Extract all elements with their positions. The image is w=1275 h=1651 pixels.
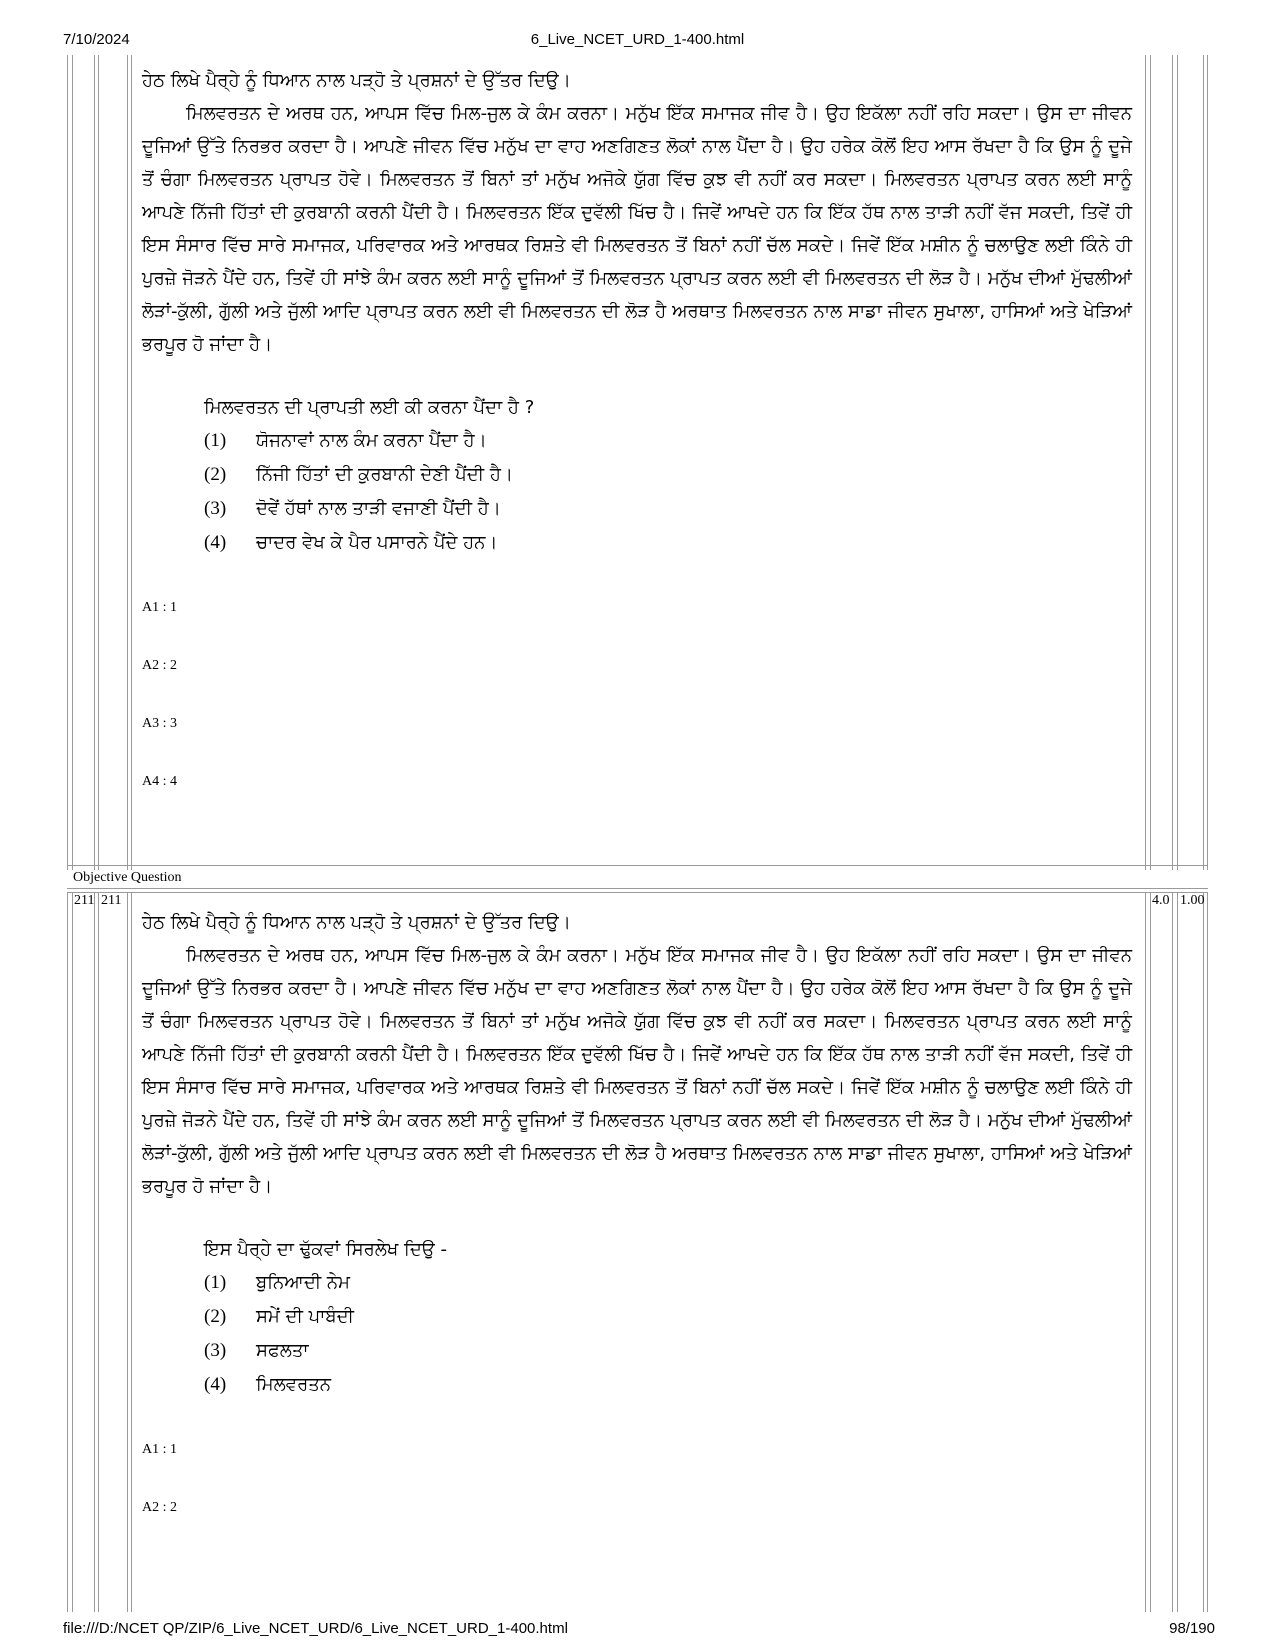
option-3: (3) ਦੋਵੇਂ ਹੱਥਾਂ ਨਾਲ ਤਾੜੀ ਵਜਾਣੀ ਪੈਂਦੀ ਹੈ। xyxy=(204,498,501,519)
option-2: (2) ਨਿੱਜੀ ਹਿੱਤਾਂ ਦੀ ਕੁਰਬਾਨੀ ਦੇਣੀ ਪੈਂਦੀ ਹੈ। xyxy=(204,464,514,485)
table-border xyxy=(94,55,95,870)
option-1: (1) ਬੁਨਿਆਦੀ ਨੇਮ xyxy=(204,1272,351,1293)
table-border xyxy=(67,892,1208,893)
table-border xyxy=(72,892,73,1612)
answer-key: A1 : 1 xyxy=(142,600,177,615)
table-border xyxy=(67,888,1208,889)
table-border xyxy=(1207,55,1208,870)
table-border xyxy=(1150,892,1151,1612)
table-border xyxy=(1177,892,1178,1612)
table-border xyxy=(1203,892,1204,1612)
print-title: 6_Live_NCET_URD_1-400.html xyxy=(530,31,745,48)
page-number: 98/190 xyxy=(1169,1620,1215,1637)
option-3: (3) ਸਫਲਤਾ xyxy=(204,1340,309,1361)
answer-keys xyxy=(142,600,1132,832)
table-border xyxy=(131,892,132,1612)
table-border xyxy=(131,55,132,870)
table-border xyxy=(67,55,68,870)
question-stem: ਮਿਲਵਰਤਨ ਦੀ ਪ੍ਰਾਪਤੀ ਲਈ ਕੀ ਕਰਨਾ ਪੈਂਦਾ ਹੈ ? xyxy=(204,397,535,418)
question-stem: ਇਸ ਪੈਰ੍ਹੇ ਦਾ ਢੁੱਕਵਾਂ ਸਿਰਲੇਖ ਦਿਉ - xyxy=(204,1239,447,1260)
comprehension-passage: ਮਿਲਵਰਤਨ ਦੇ ਅਰਥ ਹਨ, ਆਪਸ ਵਿੱਚ ਮਿਲ-ਜੁਲ ਕੇ ਕੰਮ ਕਰਨਾ। ਮਨੁੱਖ ਇੱਕ ਸਮਾਜਕ ਜੀਵ ਹੈ। ਉਹ ਇਕੱਲਾ ਨਹੀਂ ਰਹਿ ਸਕਦਾ। ਉਸ ਦਾ ਜੀਵਨ ਦੂਜਿਆਂ ਉੱਤੇ ਨਿਰਭਰ ਕਰਦਾ ਹੈ। ਆਪਣੇ ਜੀਵਨ ਵਿੱਚ ਮਨੁੱਖ ਦਾ ਵਾਹ ਅਣਗਿਣਤ ਲੋਕਾਂ ਨਾਲ ਪੈਂਦਾ ਹੈ। ਉਹ ਹਰੇਕ ਕੋਲੋਂ ਇਹ ਆਸ ਰੱਖਦਾ ਹੈ ਕਿ ਉਸ ਨੂੰ ਦੂਜੇ ਤੋਂ ਚੰਗਾ ਮਿਲਵਰਤਨ ਪ੍ਰਾਪਤ ਹੋਵੇ। ਮਿਲਵਰਤਨ ਤੋਂ ਬਿਨਾਂ ਤਾਂ ਮਨੁੱਖ ਅਜੋਕੇ ਯੁੱਗ ਵਿੱਚ ਕੁਝ ਵੀ ਨਹੀਂ ਕਰ ਸਕਦਾ। ਮਿਲਵਰਤਨ ਪ੍ਰਾਪਤ ਕਰਨ ਲਈ ਸਾਨੂੰ ਆਪਣੇ ਨਿੱਜੀ ਹਿੱਤਾਂ ਦੀ ਕੁਰਬਾਨੀ ਕਰਨੀ ਪੈਂਦੀ ਹੈ। ਮਿਲਵਰਤਨ ਇੱਕ ਦੁਵੱਲੀ ਖਿੱਚ ਹੈ। ਜਿਵੇਂ ਆਖਦੇ ਹਨ ਕਿ ਇੱਕ ਹੱਥ ਨਾਲ ਤਾੜੀ ਨਹੀਂ ਵੱਜ ਸਕਦੀ, ਤਿਵੇਂ ਹੀ ਇਸ ਸੰਸਾਰ ਵਿੱਚ ਸਾਰੇ ਸਮਾਜਕ, ਪਰਿਵਾਰਕ ਅਤੇ ਆਰਥਕ ਰਿਸ਼ਤੇ ਵੀ ਮਿਲਵਰਤਨ ਤੋਂ ਬਿਨਾਂ ਨਹੀਂ ਚੱਲ ਸਕਦੇ। ਜਿਵੇਂ ਇੱਕ ਮਸ਼ੀਨ ਨੂੰ ਚਲਾਉਣ ਲਈ ਕਿੰਨੇ ਹੀ ਪੁਰਜ਼ੇ ਜੋੜਨੇ ਪੈਂਦੇ ਹਨ, ਤਿਵੇਂ ਹੀ ਸਾਂਝੇ ਕੰਮ ਕਰਨ ਲਈ ਸਾਨੂੰ ਦੂਜਿਆਂ ਤੋਂ ਮਿਲਵਰਤਨ ਪ੍ਰਾਪਤ ਕਰਨ ਲਈ ਵੀ ਮਿਲਵਰਤਨ ਦੀ ਲੋੜ ਹੈ। ਮਨੁੱਖ ਦੀਆਂ ਮੁੱਢਲੀਆਂ ਲੋੜਾਂ-ਕੁੱਲੀ, ਗੁੱਲੀ ਅਤੇ ਜੁੱਲੀ ਆਦਿ ਪ੍ਰਾਪਤ ਕਰਨ ਲਈ ਵੀ ਮਿਲਵਰਤਨ ਦੀ ਲੋੜ ਹੈ ਅਰਥਾਤ ਮਿਲਵਰਤਨ ਨਾਲ ਸਾਡਾ ਜੀਵਨ ਸੁਖਾਲਾ, ਹਾਸਿਆਂ ਅਤੇ ਖੇੜਿਆਂ ਭਰਪੂਰ ਹੋ ਜਾਂਦਾ ਹੈ। xyxy=(142,945,1132,1197)
options-list xyxy=(204,424,1132,560)
option-4: (4) ਮਿਲਵਰਤਨ xyxy=(204,1374,332,1395)
option-1: (1) ਯੋਜਨਾਵਾਂ ਨਾਲ ਕੰਮ ਕਰਨਾ ਪੈਂਦਾ ਹੈ। xyxy=(204,430,487,451)
table-border xyxy=(1207,892,1208,1612)
table-border xyxy=(94,892,95,1612)
answer-key: A1 : 1 xyxy=(142,1442,177,1457)
table-border xyxy=(127,892,128,1612)
answer-key: A2 : 2 xyxy=(142,1500,177,1515)
answer-key: A2 : 2 xyxy=(142,658,177,673)
table-border xyxy=(127,55,128,870)
option-4: (4) ਚਾਦਰ ਵੇਖ ਕੇ ਪੈਰ ਪਸਾਰਨੇ ਪੈਂਦੇ ਹਨ। xyxy=(204,532,498,553)
table-border xyxy=(1177,55,1178,870)
question-id: 211 xyxy=(101,893,122,908)
comprehension-passage: ਮਿਲਵਰਤਨ ਦੇ ਅਰਥ ਹਨ, ਆਪਸ ਵਿੱਚ ਮਿਲ-ਜੁਲ ਕੇ ਕੰਮ ਕਰਨਾ। ਮਨੁੱਖ ਇੱਕ ਸਮਾਜਕ ਜੀਵ ਹੈ। ਉਹ ਇਕੱਲਾ ਨਹੀਂ ਰਹਿ ਸਕਦਾ। ਉਸ ਦਾ ਜੀਵਨ ਦੂਜਿਆਂ ਉੱਤੇ ਨਿਰਭਰ ਕਰਦਾ ਹੈ। ਆਪਣੇ ਜੀਵਨ ਵਿੱਚ ਮਨੁੱਖ ਦਾ ਵਾਹ ਅਣਗਿਣਤ ਲੋਕਾਂ ਨਾਲ ਪੈਂਦਾ ਹੈ। ਉਹ ਹਰੇਕ ਕੋਲੋਂ ਇਹ ਆਸ ਰੱਖਦਾ ਹੈ ਕਿ ਉਸ ਨੂੰ ਦੂਜੇ ਤੋਂ ਚੰਗਾ ਮਿਲਵਰਤਨ ਪ੍ਰਾਪਤ ਹੋਵੇ। ਮਿਲਵਰਤਨ ਤੋਂ ਬਿਨਾਂ ਤਾਂ ਮਨੁੱਖ ਅਜੋਕੇ ਯੁੱਗ ਵਿੱਚ ਕੁਝ ਵੀ ਨਹੀਂ ਕਰ ਸਕਦਾ। ਮਿਲਵਰਤਨ ਪ੍ਰਾਪਤ ਕਰਨ ਲਈ ਸਾਨੂੰ ਆਪਣੇ ਨਿੱਜੀ ਹਿੱਤਾਂ ਦੀ ਕੁਰਬਾਨੀ ਕਰਨੀ ਪੈਂਦੀ ਹੈ। ਮਿਲਵਰਤਨ ਇੱਕ ਦੁਵੱਲੀ ਖਿੱਚ ਹੈ। ਜਿਵੇਂ ਆਖਦੇ ਹਨ ਕਿ ਇੱਕ ਹੱਥ ਨਾਲ ਤਾੜੀ ਨਹੀਂ ਵੱਜ ਸਕਦੀ, ਤਿਵੇਂ ਹੀ ਇਸ ਸੰਸਾਰ ਵਿੱਚ ਸਾਰੇ ਸਮਾਜਕ, ਪਰਿਵਾਰਕ ਅਤੇ ਆਰਥਕ ਰਿਸ਼ਤੇ ਵੀ ਮਿਲਵਰਤਨ ਤੋਂ ਬਿਨਾਂ ਨਹੀਂ ਚੱਲ ਸਕਦੇ। ਜਿਵੇਂ ਇੱਕ ਮਸ਼ੀਨ ਨੂੰ ਚਲਾਉਣ ਲਈ ਕਿੰਨੇ ਹੀ ਪੁਰਜ਼ੇ ਜੋੜਨੇ ਪੈਂਦੇ ਹਨ, ਤਿਵੇਂ ਹੀ ਸਾਂਝੇ ਕੰਮ ਕਰਨ ਲਈ ਸਾਨੂੰ ਦੂਜਿਆਂ ਤੋਂ ਮਿਲਵਰਤਨ ਪ੍ਰਾਪਤ ਕਰਨ ਲਈ ਵੀ ਮਿਲਵਰਤਨ ਦੀ ਲੋੜ ਹੈ। ਮਨੁੱਖ ਦੀਆਂ ਮੁੱਢਲੀਆਂ ਲੋੜਾਂ-ਕੁੱਲੀ, ਗੁੱਲੀ ਅਤੇ ਜੁੱਲੀ ਆਦਿ ਪ੍ਰਾਪਤ ਕਰਨ ਲਈ ਵੀ ਮਿਲਵਰਤਨ ਦੀ ਲੋੜ ਹੈ ਅਰਥਾਤ ਮਿਲਵਰਤਨ ਨਾਲ ਸਾਡਾ ਜੀਵਨ ਸੁਖਾਲਾ, ਹਾਸਿਆਂ ਅਤੇ ਖੇੜਿਆਂ ਭਰਪੂਰ ਹੋ ਜਾਂਦਾ ਹੈ। xyxy=(142,103,1132,355)
table-border xyxy=(72,55,73,870)
table-border xyxy=(1172,55,1173,870)
question-instruction: ਹੇਠ ਲਿਖੇ ਪੈਰ੍ਹੇ ਨੂੰ ਧਿਆਨ ਨਾਲ ਪੜ੍ਹੋ ਤੇ ਪ੍ਰਸ਼ਨਾਂ ਦੇ ਉੱਤਰ ਦਿਉ। xyxy=(142,912,571,933)
option-2: (2) ਸਮੇਂ ਦੀ ਪਾਬੰਦੀ xyxy=(204,1306,354,1327)
question-number: 211 xyxy=(74,893,95,908)
table-border xyxy=(1150,55,1151,870)
answer-key: A4 : 4 xyxy=(142,774,177,789)
print-date: 7/10/2024 xyxy=(63,31,130,48)
section-label: Objective Question xyxy=(73,870,182,885)
answer-keys xyxy=(142,1442,1132,1558)
table-border xyxy=(67,865,1208,866)
table-border xyxy=(67,892,68,1612)
negative-marks: 1.00 xyxy=(1180,893,1205,908)
question-marks: 4.0 xyxy=(1152,893,1170,908)
file-url: file:///D:/NCET QP/ZIP/6_Live_NCET_URD/6_Live_NCET_URD_1-400.html xyxy=(63,1620,568,1637)
question-block-1 xyxy=(142,70,1132,832)
answer-key: A3 : 3 xyxy=(142,716,177,731)
table-border xyxy=(1203,55,1204,870)
table-border xyxy=(98,55,99,870)
question-block-2 xyxy=(142,912,1132,1558)
table-border xyxy=(1145,55,1146,870)
table-border xyxy=(1172,892,1173,1612)
question-instruction: ਹੇਠ ਲਿਖੇ ਪੈਰ੍ਹੇ ਨੂੰ ਧਿਆਨ ਨਾਲ ਪੜ੍ਹੋ ਤੇ ਪ੍ਰਸ਼ਨਾਂ ਦੇ ਉੱਤਰ ਦਿਉ। xyxy=(142,70,571,91)
options-list xyxy=(204,1266,1132,1402)
table-border xyxy=(98,892,99,1612)
table-border xyxy=(1145,892,1146,1612)
